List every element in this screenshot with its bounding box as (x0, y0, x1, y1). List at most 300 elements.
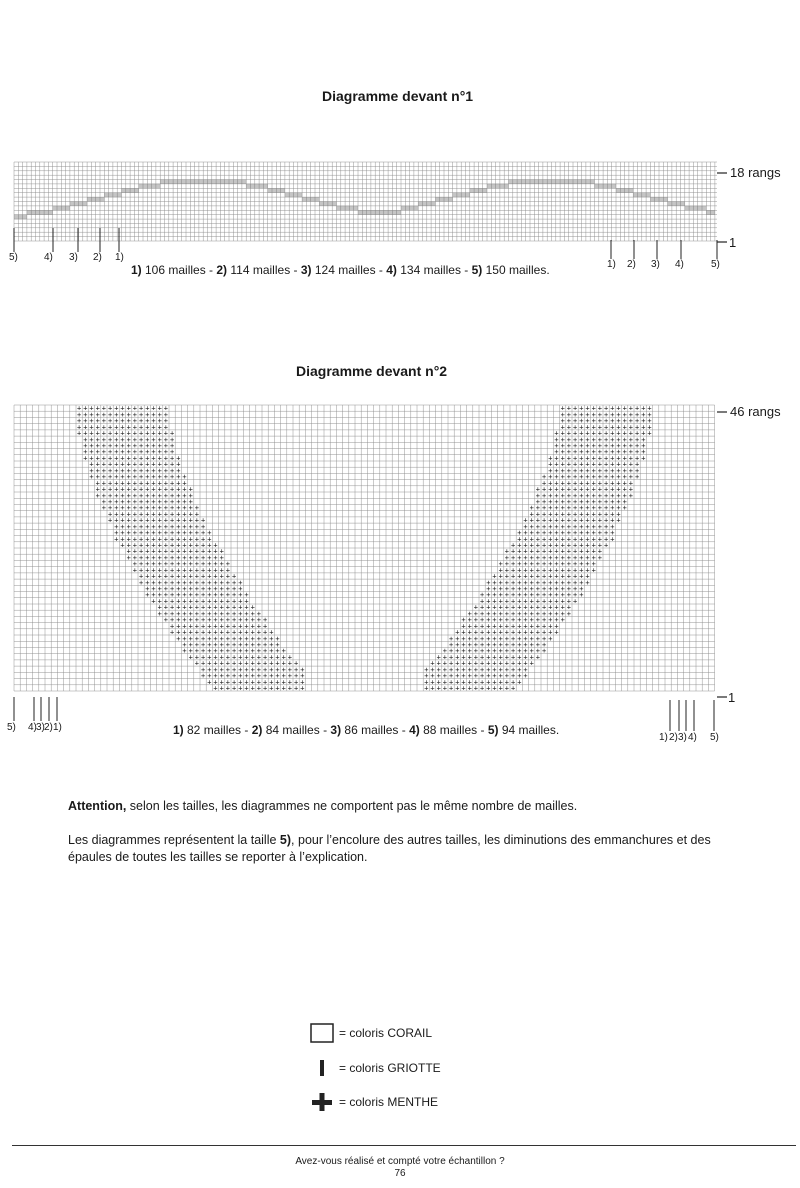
svg-text:+: + (145, 547, 150, 556)
svg-text:+: + (176, 516, 181, 525)
svg-text:+: + (114, 498, 119, 506)
svg-text:+: + (213, 541, 218, 550)
svg-text:+: + (504, 616, 510, 625)
svg-text:+: + (163, 429, 169, 438)
svg-text:+: + (107, 423, 113, 432)
svg-text:+: + (572, 429, 578, 438)
svg-text:+: + (151, 429, 156, 438)
svg-text:+: + (200, 535, 206, 544)
svg-text:+: + (120, 435, 125, 444)
svg-text:+: + (132, 435, 138, 444)
svg-text:+: + (194, 553, 200, 562)
svg-text:+: + (219, 585, 224, 593)
svg-text:+: + (269, 659, 274, 668)
diagram2-right-size-4: 4) (688, 732, 697, 743)
svg-text:+: + (163, 529, 169, 538)
svg-text:+: + (548, 510, 553, 519)
svg-text:+: + (585, 578, 590, 587)
svg-text:+: + (560, 417, 565, 426)
svg-text:+: + (523, 547, 528, 556)
svg-text:+: + (442, 659, 448, 668)
svg-text:+: + (541, 541, 547, 550)
diagram2-right-size-1: 1) (659, 732, 668, 743)
svg-text:+: + (95, 448, 100, 457)
svg-text:+: + (591, 454, 596, 463)
svg-text:+: + (634, 404, 640, 413)
svg-text:+: + (194, 516, 200, 525)
svg-text:+: + (188, 653, 193, 662)
svg-text:+: + (535, 516, 541, 525)
svg-text:+: + (579, 423, 584, 432)
svg-text:+: + (83, 454, 88, 463)
svg-text:+: + (554, 435, 559, 444)
svg-text:+: + (541, 622, 547, 631)
svg-text:+: + (622, 410, 627, 419)
svg-text:+: + (207, 672, 212, 681)
diagram2-title: Diagramme devant n°2 (296, 363, 448, 379)
svg-text:+: + (95, 460, 100, 469)
svg-text:+: + (169, 603, 175, 612)
svg-text:+: + (157, 429, 162, 438)
svg-text:+: + (151, 510, 156, 519)
svg-text:+: + (572, 498, 578, 506)
svg-text:+: + (126, 473, 131, 482)
svg-text:+: + (548, 572, 553, 581)
svg-text:+: + (200, 553, 206, 562)
svg-text:+: + (244, 641, 249, 649)
svg-text:+: + (169, 504, 175, 513)
svg-text:+: + (560, 404, 565, 413)
svg-text:+: + (250, 628, 255, 637)
svg-text:+: + (517, 585, 522, 593)
svg-text:+: + (244, 678, 249, 687)
svg-text:+: + (101, 435, 107, 444)
svg-text:+: + (603, 410, 609, 419)
svg-text:+: + (548, 473, 553, 482)
svg-text:+: + (498, 659, 503, 668)
svg-text:+: + (448, 659, 454, 668)
svg-text:+: + (219, 647, 224, 656)
svg-text:+: + (120, 404, 125, 413)
svg-text:+: + (200, 653, 206, 662)
svg-text:+: + (504, 560, 510, 569)
svg-text:+: + (517, 659, 522, 668)
svg-text:+: + (126, 522, 131, 531)
svg-text:+: + (281, 665, 286, 674)
svg-text:+: + (207, 591, 212, 600)
svg-text:+: + (269, 678, 274, 687)
svg-text:+: + (176, 535, 181, 544)
svg-text:+: + (83, 429, 88, 438)
svg-text:+: + (603, 435, 609, 444)
svg-text:+: + (194, 628, 200, 637)
svg-text:+: + (579, 553, 584, 562)
svg-text:+: + (157, 417, 162, 426)
svg-text:+: + (145, 491, 150, 500)
svg-text:+: + (126, 479, 131, 488)
svg-text:+: + (603, 448, 609, 457)
svg-text:+: + (219, 609, 224, 618)
svg-text:+: + (510, 665, 516, 674)
svg-text:+: + (157, 609, 162, 618)
svg-text:+: + (541, 585, 547, 593)
svg-text:+: + (138, 498, 144, 506)
svg-text:+: + (244, 647, 249, 656)
svg-text:+: + (138, 435, 144, 444)
svg-text:+: + (461, 616, 466, 625)
svg-text:+: + (541, 616, 547, 625)
svg-text:+: + (207, 609, 212, 618)
svg-text:+: + (560, 585, 565, 593)
svg-text:+: + (560, 522, 565, 531)
diagram1-left-size-2: 2) (93, 252, 102, 263)
svg-text:+: + (455, 653, 460, 662)
svg-text:+: + (628, 479, 634, 488)
diagram2-stitch-counts (173, 723, 559, 737)
svg-text:+: + (182, 547, 187, 556)
svg-text:+: + (523, 591, 528, 600)
svg-text:+: + (591, 448, 596, 457)
svg-text:+: + (585, 410, 590, 419)
svg-text:+: + (188, 616, 193, 625)
svg-text:+: + (566, 603, 572, 612)
svg-text:+: + (120, 448, 125, 457)
svg-text:+: + (585, 560, 590, 569)
svg-text:+: + (157, 560, 162, 569)
svg-text:+: + (622, 460, 627, 469)
svg-text:+: + (548, 491, 553, 500)
svg-text:+: + (566, 473, 572, 482)
svg-text:+: + (107, 460, 113, 469)
svg-text:+: + (560, 597, 565, 606)
svg-text:+: + (157, 442, 162, 450)
svg-text:+: + (560, 435, 565, 444)
svg-text:+: + (157, 423, 162, 432)
svg-text:+: + (176, 566, 181, 575)
svg-text:+: + (554, 547, 559, 556)
svg-text:+: + (76, 404, 82, 413)
svg-text:+: + (176, 616, 181, 625)
svg-text:+: + (281, 659, 286, 668)
svg-text:+: + (114, 529, 119, 538)
svg-text:+: + (430, 684, 435, 693)
svg-text:+: + (616, 448, 621, 457)
svg-text:+: + (176, 628, 181, 637)
svg-text:+: + (250, 653, 255, 662)
svg-text:+: + (132, 460, 138, 469)
svg-text:+: + (145, 429, 150, 438)
svg-text:+: + (591, 442, 596, 450)
svg-text:+: + (566, 560, 572, 569)
svg-text:+: + (157, 454, 162, 463)
svg-text:+: + (492, 585, 497, 593)
svg-text:+: + (492, 678, 497, 687)
svg-text:+: + (207, 653, 212, 662)
svg-text:+: + (541, 535, 547, 544)
svg-text:+: + (244, 622, 249, 631)
svg-text:+: + (213, 560, 218, 569)
svg-text:+: + (238, 616, 243, 625)
svg-text:+: + (510, 647, 516, 656)
svg-text:+: + (541, 485, 547, 494)
svg-text:+: + (169, 429, 175, 438)
svg-text:+: + (579, 454, 584, 463)
svg-text:+: + (535, 628, 541, 637)
svg-text:+: + (269, 628, 274, 637)
svg-text:+: + (579, 429, 584, 438)
svg-text:+: + (300, 684, 305, 693)
svg-text:+: + (207, 678, 212, 687)
svg-text:+: + (455, 628, 460, 637)
svg-text:+: + (188, 491, 193, 500)
svg-text:+: + (120, 541, 125, 550)
svg-text:+: + (145, 510, 150, 519)
svg-text:+: + (566, 454, 572, 463)
svg-text:+: + (132, 448, 138, 457)
svg-text:+: + (182, 522, 187, 531)
svg-text:+: + (492, 653, 497, 662)
svg-text:+: + (145, 522, 150, 531)
svg-text:+: + (188, 578, 193, 587)
svg-text:+: + (603, 454, 609, 463)
svg-text:+: + (486, 616, 491, 625)
svg-text:+: + (535, 597, 541, 606)
svg-text:+: + (591, 417, 596, 426)
svg-text:+: + (157, 566, 162, 575)
svg-text:+: + (548, 522, 553, 531)
svg-text:+: + (182, 616, 187, 625)
svg-text:+: + (114, 404, 119, 413)
svg-text:+: + (182, 510, 187, 519)
svg-text:+: + (560, 572, 565, 581)
svg-text:+: + (114, 435, 119, 444)
svg-text:+: + (225, 591, 231, 600)
svg-text:+: + (114, 491, 119, 500)
svg-text:+: + (436, 678, 441, 687)
svg-text:+: + (628, 473, 634, 482)
svg-text:+: + (151, 566, 156, 575)
svg-text:+: + (89, 448, 94, 457)
svg-text:+: + (200, 529, 206, 538)
svg-text:+: + (424, 684, 429, 693)
svg-text:+: + (498, 616, 503, 625)
diagram1-right-size-2: 2) (627, 259, 636, 270)
svg-text:+: + (566, 460, 572, 469)
svg-text:+: + (151, 585, 156, 593)
svg-text:+: + (486, 628, 491, 637)
svg-text:+: + (275, 672, 280, 681)
svg-text:+: + (634, 410, 640, 419)
svg-text:+: + (610, 529, 615, 538)
svg-text:+: + (628, 460, 634, 469)
diagram1-left-size-5: 5) (9, 252, 18, 263)
svg-text:+: + (157, 591, 162, 600)
svg-text:+: + (213, 566, 218, 575)
svg-text:+: + (535, 547, 541, 556)
svg-text:+: + (120, 423, 125, 432)
svg-text:+: + (572, 454, 578, 463)
svg-text:+: + (126, 454, 131, 463)
svg-text:+: + (151, 473, 156, 482)
svg-text:+: + (182, 585, 187, 593)
svg-text:+: + (138, 560, 144, 569)
svg-text:+: + (138, 578, 144, 587)
svg-text:+: + (560, 423, 565, 432)
svg-text:+: + (200, 516, 206, 525)
svg-text:+: + (262, 659, 268, 668)
svg-text:+: + (213, 684, 218, 693)
svg-text:+: + (585, 529, 590, 538)
svg-text:+: + (238, 647, 243, 656)
svg-text:+: + (176, 603, 181, 612)
svg-text:+: + (95, 454, 100, 463)
svg-text:+: + (597, 442, 603, 450)
svg-text:+: + (231, 609, 237, 618)
svg-text:+: + (250, 634, 255, 643)
svg-text:+: + (194, 541, 200, 550)
count-text-4: 134 mailles - (396, 263, 472, 277)
svg-text:+: + (473, 628, 479, 637)
svg-text:+: + (541, 473, 547, 482)
svg-text:+: + (461, 634, 466, 643)
svg-text:+: + (448, 684, 454, 693)
svg-text:+: + (572, 591, 578, 600)
svg-text:+: + (151, 466, 156, 475)
svg-text:+: + (225, 572, 231, 581)
svg-text:+: + (89, 466, 94, 475)
svg-text:+: + (163, 585, 169, 593)
svg-text:+: + (572, 535, 578, 544)
svg-text:+: + (194, 659, 200, 668)
svg-text:+: + (473, 678, 479, 687)
svg-text:+: + (169, 547, 175, 556)
svg-text:+: + (101, 448, 107, 457)
count-text-2: 84 mailles - (262, 723, 331, 737)
svg-text:+: + (572, 578, 578, 587)
svg-text:+: + (300, 672, 305, 681)
svg-text:+: + (213, 597, 218, 606)
svg-text:+: + (132, 491, 138, 500)
svg-text:+: + (442, 665, 448, 674)
svg-text:+: + (163, 609, 169, 618)
svg-text:+: + (157, 541, 162, 550)
svg-text:+: + (541, 609, 547, 618)
diagram1-right-size-4: 4) (675, 259, 684, 270)
svg-text:+: + (517, 641, 522, 649)
svg-text:+: + (219, 553, 224, 562)
svg-text:+: + (591, 535, 596, 544)
svg-text:+: + (231, 616, 237, 625)
svg-text:+: + (169, 454, 175, 463)
svg-text:+: + (467, 659, 472, 668)
svg-text:+: + (188, 566, 193, 575)
svg-text:+: + (138, 423, 144, 432)
svg-text:+: + (89, 435, 94, 444)
svg-text:+: + (566, 479, 572, 488)
svg-text:+: + (281, 684, 286, 693)
svg-text:+: + (169, 572, 175, 581)
svg-text:+: + (504, 591, 510, 600)
svg-text:+: + (213, 547, 218, 556)
svg-text:+: + (572, 423, 578, 432)
svg-text:+: + (225, 609, 231, 618)
svg-text:+: + (145, 498, 150, 506)
svg-text:+: + (610, 410, 615, 419)
svg-text:+: + (163, 473, 169, 482)
svg-text:+: + (188, 591, 193, 600)
svg-text:+: + (566, 417, 572, 426)
svg-text:+: + (479, 684, 485, 693)
svg-text:+: + (200, 547, 206, 556)
svg-text:+: + (157, 448, 162, 457)
svg-text:+: + (535, 560, 541, 569)
svg-text:+: + (634, 417, 640, 426)
svg-text:+: + (523, 585, 528, 593)
svg-text:+: + (231, 572, 237, 581)
svg-text:+: + (548, 603, 553, 612)
svg-text:+: + (207, 566, 212, 575)
svg-text:+: + (157, 460, 162, 469)
svg-text:+: + (560, 516, 565, 525)
svg-text:+: + (194, 585, 200, 593)
svg-text:+: + (535, 529, 541, 538)
svg-text:+: + (560, 566, 565, 575)
svg-text:+: + (269, 641, 274, 649)
svg-text:+: + (566, 522, 572, 531)
svg-text:+: + (132, 535, 138, 544)
svg-text:+: + (182, 622, 187, 631)
svg-text:+: + (541, 504, 547, 513)
diagram1-left-size-3: 3) (69, 252, 78, 263)
svg-text:+: + (572, 473, 578, 482)
svg-text:+: + (262, 672, 268, 681)
svg-text:+: + (207, 628, 212, 637)
svg-text:+: + (554, 591, 559, 600)
svg-text:+: + (504, 572, 510, 581)
svg-text:+: + (157, 473, 162, 482)
legend-label-griotte: = coloris GRIOTTE (339, 1061, 441, 1075)
count-size-3: 3) (330, 723, 342, 737)
svg-text:+: + (473, 609, 479, 618)
svg-text:+: + (256, 653, 262, 662)
svg-text:+: + (523, 641, 528, 649)
svg-text:+: + (126, 510, 131, 519)
svg-text:+: + (194, 653, 200, 662)
svg-text:+: + (510, 591, 516, 600)
svg-text:+: + (517, 547, 522, 556)
svg-text:+: + (585, 442, 590, 450)
svg-text:+: + (479, 641, 485, 649)
svg-text:+: + (182, 541, 187, 550)
svg-text:+: + (238, 678, 243, 687)
svg-text:+: + (634, 429, 640, 438)
svg-text:+: + (560, 616, 565, 625)
svg-text:+: + (169, 578, 175, 587)
svg-text:+: + (231, 659, 237, 668)
svg-text:+: + (579, 522, 584, 531)
svg-text:+: + (182, 535, 187, 544)
diagram1-rows-bottom-label: 1 (729, 235, 737, 250)
attention-rest: selon les tailles, les diagrammes ne comportent pas le même nombre de mailles. (126, 799, 578, 813)
svg-text:+: + (498, 684, 503, 693)
svg-text:+: + (455, 684, 460, 693)
svg-text:+: + (194, 547, 200, 556)
svg-text:+: + (262, 653, 268, 662)
svg-text:+: + (498, 560, 503, 569)
svg-text:+: + (603, 516, 609, 525)
svg-text:+: + (560, 466, 565, 475)
svg-text:+: + (628, 410, 634, 419)
